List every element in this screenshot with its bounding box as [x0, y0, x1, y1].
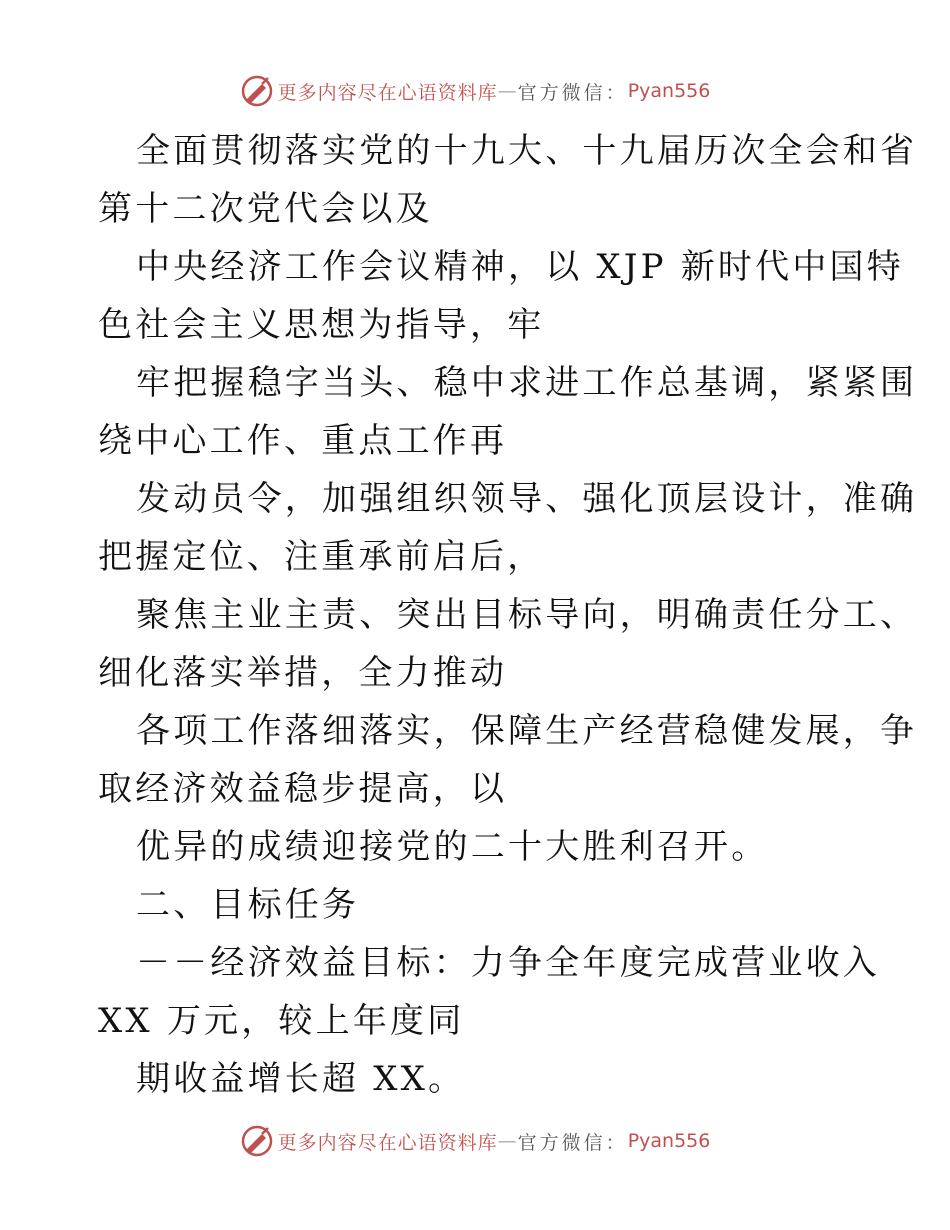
watermark-dash: — [497, 80, 518, 102]
paragraph-line: 绕中心工作、重点工作再 [98, 421, 508, 461]
watermark-official-label: 官方微信： [517, 81, 628, 104]
section-heading: 二、目标任务 [136, 885, 360, 925]
watermark-text: 更多内容尽在心语资料库 [277, 1131, 498, 1154]
paragraph-line: XX 万元，较上年度同 [98, 1001, 465, 1041]
paragraph-line: 取经济效益稳步提高，以 [98, 769, 508, 809]
paragraph-line: 细化落实举措，全力推动 [98, 653, 508, 693]
pen-logo-icon [240, 1124, 274, 1158]
paragraph-line: 期收益增长超 XX。 [136, 1059, 466, 1099]
watermark-wechat-id: Pyan556 [627, 80, 711, 102]
watermark-wechat-id: Pyan556 [627, 1130, 711, 1152]
paragraph-line: 把握定位、注重承前启后， [98, 537, 545, 577]
paragraph-line: 第十二次党代会以及 [98, 189, 433, 229]
paragraph-line: 各项工作落细落实，保障生产经营稳健发展，争 [136, 711, 918, 751]
paragraph-line: －－经济效益目标：力争全年度完成营业收入 [136, 943, 880, 983]
watermark-official-label: 官方微信： [517, 1131, 628, 1154]
paragraph-line: 聚焦主业主责、突出目标导向，明确责任分工、 [136, 595, 918, 635]
paragraph-line: 优异的成绩迎接党的二十大胜利召开。 [136, 827, 769, 867]
watermark-text: 更多内容尽在心语资料库 [277, 81, 498, 104]
pen-logo-icon [240, 74, 274, 108]
paragraph-line: 色社会主义思想为指导，牢 [98, 305, 545, 345]
watermark-dash: — [497, 1130, 518, 1152]
paragraph-line: 牢把握稳字当头、稳中求进工作总基调，紧紧围 [136, 363, 918, 403]
paragraph-line: 中央经济工作会议精神，以 XJP 新时代中国特 [136, 247, 904, 287]
footer-watermark [0, 1124, 950, 1158]
paragraph-line: 全面贯彻落实党的十九大、十九届历次全会和省 [136, 131, 918, 171]
header-watermark [0, 74, 950, 108]
paragraph-line: 发动员令，加强组织领导、强化顶层设计，准确 [136, 479, 918, 519]
